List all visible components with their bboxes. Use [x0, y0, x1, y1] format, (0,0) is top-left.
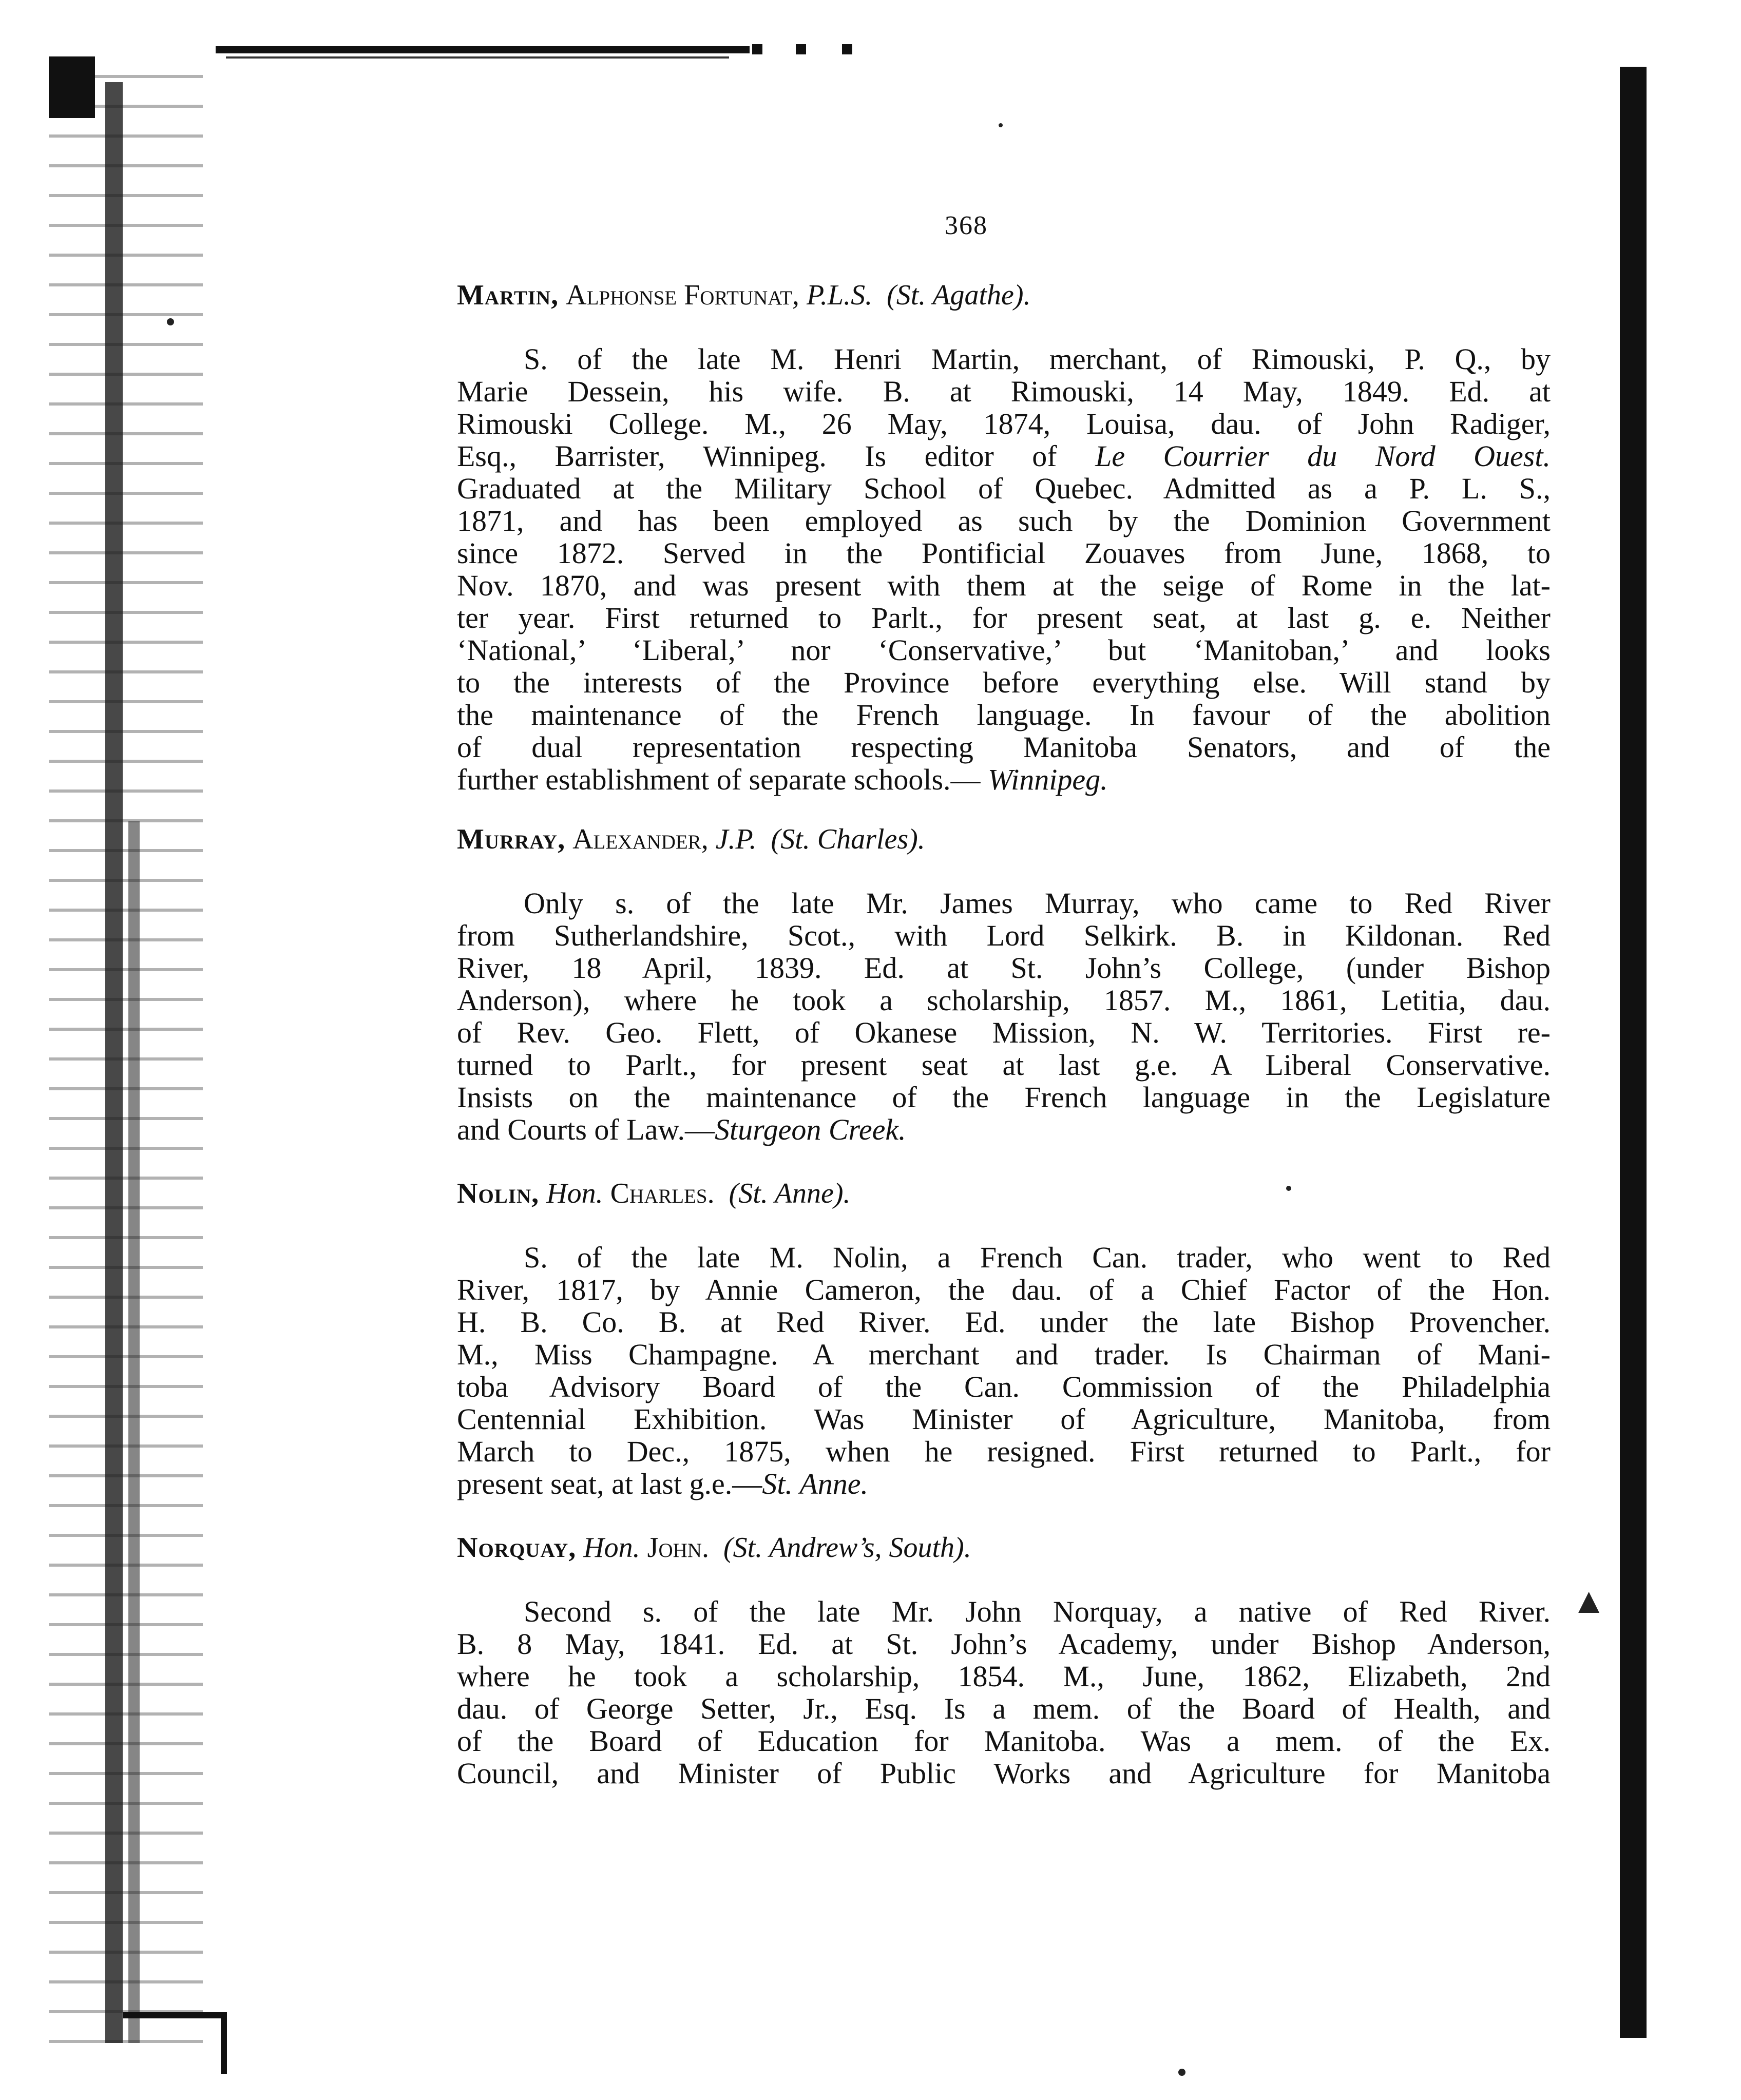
body-line: of Rev. Geo. Flett, of Okanese Mission, N. W. Territories. First re-: [457, 1016, 1551, 1049]
entry-surname: Murray,: [457, 823, 566, 855]
body-line: Anderson), where he took a scholarship, 1857. M., 1861, Letitia, dau.: [457, 984, 1551, 1017]
body-line: and Courts of Law.—Sturgeon Creek.: [457, 1113, 906, 1146]
body-line: toba Advisory Board of the Can. Commission of the Philadelphia: [457, 1370, 1551, 1403]
entry-body: [457, 1595, 1551, 1789]
entry-body: [457, 887, 1551, 1146]
entry-heading: [457, 277, 1551, 313]
body-line: B. 8 May, 1841. Ed. at St. John’s Academy, under Bishop Anderson,: [457, 1627, 1551, 1661]
entry-given-names: Alphonse Fortunat,: [566, 279, 799, 311]
entry-given-names: John.: [647, 1532, 709, 1564]
scan-speck: [167, 318, 174, 325]
decorative-ornament-icon: ▲: [1571, 1582, 1607, 1621]
scan-speck: [999, 123, 1003, 127]
body-italic-text: Winnipeg.: [988, 763, 1108, 796]
body-italic-text: Le Courrier du Nord Ouest.: [1095, 439, 1551, 473]
body-line: 1871, and has been employed as such by the Dominion Government: [457, 504, 1551, 537]
scan-speck: [1178, 2069, 1185, 2076]
body-line: M., Miss Champagne. A merchant and trader. Is Chairman of Mani-: [457, 1338, 1551, 1371]
body-line: dau. of George Setter, Jr., Esq. Is a mem. of the Board of Health, and: [457, 1692, 1551, 1725]
body-line: Nov. 1870, and was present with them at the seige of Rome in the lat-: [457, 569, 1551, 602]
body-line: from Sutherlandshire, Scot., with Lord Selkirk. B. in Kildonan. Red: [457, 919, 1551, 952]
entry-heading: [457, 1176, 1551, 1211]
scan-left-binding-bar: [128, 821, 140, 2043]
scan-top-dash: [796, 44, 806, 54]
scan-left-corner-block: [49, 56, 95, 118]
entry-surname: Nolin,: [457, 1178, 540, 1209]
entry-given-names: Alexander,: [572, 823, 709, 855]
body-italic-text: St. Anne.: [762, 1467, 869, 1500]
scan-bottom-hook: [221, 2012, 227, 2074]
body-line: Council, and Minister of Public Works and Agriculture for Manitoba: [457, 1757, 1551, 1790]
entry-constituency: (St. Andrew’s, South).: [723, 1532, 971, 1564]
scan-right-edge-bar: [1620, 67, 1647, 2038]
entry-title: P.L.S.: [806, 279, 873, 311]
body-line: Graduated at the Military School of Quebec. Admitted as a P. L. S.,: [457, 472, 1551, 505]
entry-given-names: Charles.: [610, 1178, 715, 1209]
entry-body: [457, 1241, 1551, 1500]
body-line: H. B. Co. B. at Red River. Ed. under the late Bishop Provencher.: [457, 1305, 1551, 1339]
entry-martin: [457, 277, 1551, 796]
body-line: Esq., Barrister, Winnipeg. Is editor of Le Courrier du Nord Ouest.: [457, 439, 1551, 473]
entry-title: Hon.: [583, 1532, 640, 1564]
entry-title: J.P.: [715, 823, 757, 855]
body-line: ter year. First returned to Parlt., for present seat, at last g. e. Neither: [457, 601, 1551, 634]
body-line: River, 1817, by Annie Cameron, the dau. of a Chief Factor of the Hon.: [457, 1273, 1551, 1306]
entry-murray: [457, 821, 1551, 1146]
body-line: of the Board of Education for Manitoba. Was a mem. of the Ex.: [457, 1724, 1551, 1758]
scan-top-dash: [752, 44, 762, 54]
body-line: Only s. of the late Mr. James Murray, who came to Red River: [524, 887, 1551, 920]
scan-left-binding-bar: [105, 82, 123, 2043]
body-line: Insists on the maintenance of the French language in the Legislature: [457, 1081, 1551, 1114]
page-number: 368: [945, 211, 988, 240]
entry-title: Hon.: [546, 1178, 603, 1209]
entry-nolin: [457, 1176, 1551, 1500]
body-line: S. of the late M. Henri Martin, merchant, of Rimouski, P. Q., by: [524, 342, 1551, 376]
body-line: turned to Parlt., for present seat at last g.e. A Liberal Conservative.: [457, 1048, 1551, 1082]
body-line: Rimouski College. M., 26 May, 1874, Louisa, dau. of John Radiger,: [457, 407, 1551, 440]
body-line: River, 18 April, 1839. Ed. at St. John’s College, (under Bishop: [457, 951, 1551, 985]
entry-norquay: [457, 1530, 1551, 1789]
body-line: Second s. of the late Mr. John Norquay, a native of Red River.: [524, 1595, 1551, 1628]
body-italic-text: Sturgeon Creek.: [715, 1113, 906, 1146]
body-line: S. of the late M. Nolin, a French Can. trader, who went to Red: [524, 1241, 1551, 1274]
entry-constituency: (St. Anne).: [729, 1178, 851, 1209]
entry-heading: [457, 1530, 1551, 1566]
body-line: Centennial Exhibition. Was Minister of Agriculture, Manitoba, from: [457, 1402, 1551, 1436]
entry-constituency: (St. Agathe).: [887, 279, 1031, 311]
entry-surname: Martin,: [457, 279, 559, 311]
body-line: the maintenance of the French language. In favour of the abolition: [457, 698, 1551, 731]
entry-constituency: (St. Charles).: [771, 823, 925, 855]
scan-top-rule-thin: [226, 56, 729, 59]
entry-body: [457, 343, 1551, 796]
body-line: since 1872. Served in the Pontificial Zouaves from June, 1868, to: [457, 536, 1551, 570]
body-line: further establishment of separate schools.— Winnipeg.: [457, 763, 1108, 796]
scan-left-edge-noise: [49, 62, 203, 2053]
scan-top-rule: [216, 46, 750, 53]
entry-surname: Norquay,: [457, 1532, 577, 1564]
body-line: March to Dec., 1875, when he resigned. First returned to Parlt., for: [457, 1435, 1551, 1468]
body-line: to the interests of the Province before everything else. Will stand by: [457, 666, 1551, 699]
body-line: Marie Dessein, his wife. B. at Rimouski, 14 May, 1849. Ed. at: [457, 375, 1551, 408]
body-line: present seat, at last g.e.—St. Anne.: [457, 1467, 869, 1500]
scan-top-dash: [842, 44, 852, 54]
entry-heading: [457, 821, 1551, 857]
scan-bottom-hook: [123, 2012, 226, 2018]
body-line: ‘National,’ ‘Liberal,’ nor ‘Conservative,’ but ‘Manitoban,’ and looks: [457, 633, 1551, 667]
body-line: of dual representation respecting Manitoba Senators, and of the: [457, 730, 1551, 764]
body-line: where he took a scholarship, 1854. M., June, 1862, Elizabeth, 2nd: [457, 1660, 1551, 1693]
